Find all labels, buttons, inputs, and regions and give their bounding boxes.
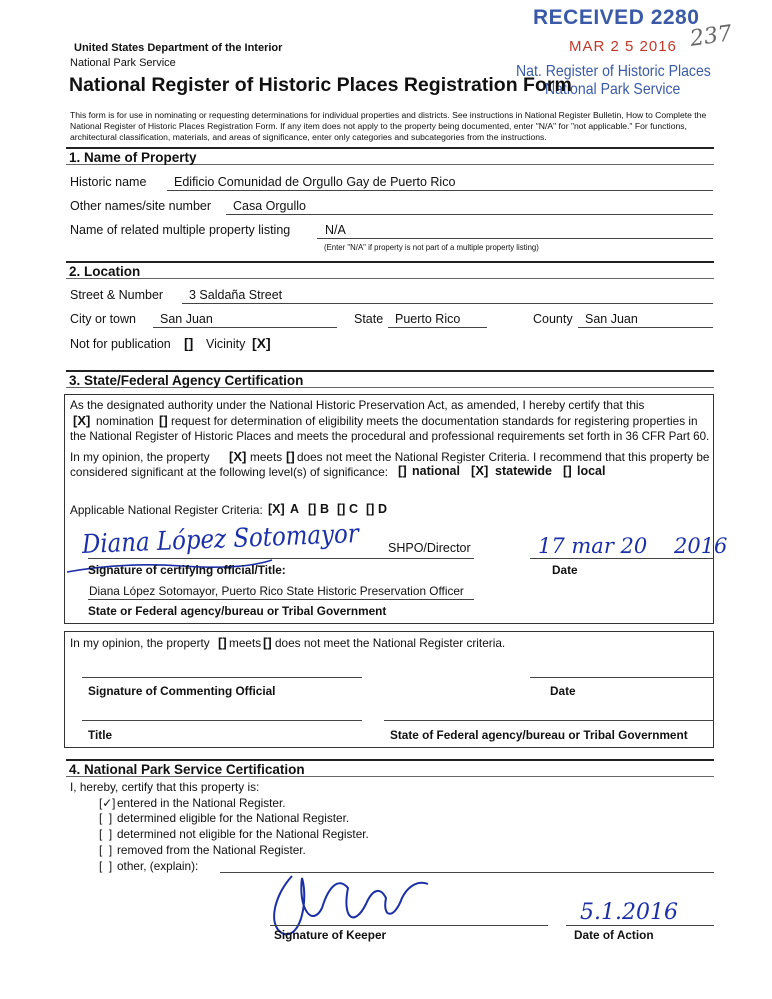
opinion-meets-word: meets: [250, 450, 283, 464]
historic-name-value: Edificio Comunidad de Orgullo Gay de Puerto Rico: [174, 175, 456, 189]
nps-option-removed-mark[interactable]: [ ]: [99, 843, 113, 857]
criteria-d-label: D: [378, 502, 388, 516]
comment-date-line: [530, 677, 714, 678]
comment-opinion-a: In my opinion, the property: [70, 636, 210, 650]
city-label: City or town: [70, 312, 136, 326]
cert-line-3: the National Register of Historic Places and meets the procedural and professional requirements set forth in 36 CFR Part 60.: [70, 430, 710, 443]
stamp-line-register: Nat. Register of Historic Places: [516, 63, 711, 80]
section-3-header: 3. State/Federal Agency Certification: [66, 370, 714, 388]
opinion-text-a: In my opinion, the property: [70, 450, 210, 464]
criteria-label: Applicable National Register Criteria:: [70, 503, 263, 517]
state-label: State: [354, 312, 384, 326]
multiple-listing-label: Name of related multiple property listing: [70, 223, 291, 237]
nps-option-other-mark[interactable]: [ ]: [99, 859, 113, 873]
multiple-listing-value: N/A: [325, 223, 346, 237]
nps-option-eligible: determined eligible for the National Register.: [117, 811, 350, 825]
comment-date-label: Date: [550, 684, 576, 698]
criteria-a-checkbox[interactable]: [X]: [268, 502, 285, 516]
city-value: San Juan: [160, 312, 213, 326]
certifying-date-script: 17 mar 20 2016: [538, 534, 728, 558]
county-value: San Juan: [585, 312, 638, 326]
request-checkbox[interactable]: []: [159, 413, 168, 428]
action-date-label: Date of Action: [574, 928, 654, 942]
action-date-script: 5.1.2016: [580, 900, 678, 925]
section-4-header: 4. National Park Service Certification: [66, 759, 714, 777]
criteria-c-checkbox[interactable]: []: [337, 502, 346, 516]
nps-option-not-eligible-mark[interactable]: [ ]: [99, 827, 113, 841]
other-names-line: [226, 214, 713, 215]
multiple-listing-line: [317, 238, 713, 239]
criteria-b-label: B: [320, 502, 330, 516]
certifying-sig-line: [88, 558, 474, 559]
meets-checkbox[interactable]: [X]: [229, 449, 247, 464]
keeper-sig-line: [270, 925, 548, 926]
opinion-line-2: considered significant at the following level(s) of significance:: [70, 465, 389, 479]
statewide-label: statewide: [495, 464, 552, 478]
criteria-d-checkbox[interactable]: []: [366, 502, 375, 516]
cert-nomination-word: nomination: [96, 414, 154, 428]
official-name: Diana López Sotomayor, Puerto Rico State Historic Preservation Officer: [89, 584, 464, 598]
handwritten-number: 237: [688, 21, 734, 52]
certifying-agency-label: State or Federal agency/bureau or Tribal Government: [88, 604, 387, 618]
other-names-value: Casa Orgullo: [233, 199, 306, 213]
local-checkbox[interactable]: []: [563, 463, 572, 478]
criteria-a-label: A: [290, 502, 300, 516]
certifying-date-line: [530, 558, 714, 559]
official-name-line: [88, 599, 474, 600]
does-not-meet-checkbox[interactable]: []: [286, 449, 295, 464]
comment-title-line: [82, 720, 362, 721]
form-instructions: This form is for use in nominating or requesting determinations for individual properties and districts. See instructions in National Register Bulletin, How to Complete the National Register of Historic Places Registration Form. If any item does not apply to the property being documented, enter "N/A" for "not applicable." For functions, architectural classification, materials, and areas of significance, enter only categories and subcategories from the instructions.: [70, 110, 707, 142]
comment-title-label: Title: [88, 728, 113, 742]
service-name: National Park Service: [70, 57, 176, 69]
comment-agency-label: State of Federal agency/bureau or Tribal Government: [390, 728, 688, 742]
shpo-title: SHPO/Director: [388, 541, 471, 555]
comment-sig-label: Signature of Commenting Official: [88, 684, 276, 698]
certifying-date-label: Date: [552, 563, 578, 577]
state-value: Puerto Rico: [395, 312, 461, 326]
statewide-checkbox[interactable]: [X]: [471, 463, 489, 478]
multiple-listing-note: (Enter "N/A" if property is not part of a multiple property listing): [324, 243, 539, 252]
nps-option-not-eligible: determined not eligible for the National Register.: [117, 827, 369, 841]
nps-option-eligible-mark[interactable]: [ ]: [99, 811, 113, 825]
nps-option-entered-mark[interactable]: [✓]: [99, 796, 116, 810]
department-name: United States Department of the Interior: [74, 42, 283, 54]
nps-option-other: other, (explain):: [117, 859, 199, 873]
form-title: National Register of Historic Places Registration Form: [69, 74, 572, 96]
criteria-b-checkbox[interactable]: []: [308, 502, 317, 516]
stamp-line-nps: National Park Service: [545, 81, 681, 98]
section-1-header: 1. Name of Property: [66, 147, 714, 165]
section-2-header: 2. Location: [66, 261, 714, 279]
street-label: Street & Number: [70, 288, 164, 302]
not-for-publication-label: Not for publication: [70, 337, 171, 351]
nps-option-entered: entered in the National Register.: [117, 796, 286, 810]
cert-line-1: As the designated authority under the National Historic Preservation Act, as amended, I hereby certify that this: [70, 398, 645, 412]
vicinity-label: Vicinity: [206, 337, 246, 351]
state-line: [388, 327, 487, 328]
national-checkbox[interactable]: []: [398, 463, 407, 478]
city-line: [153, 327, 337, 328]
comment-agency-line: [384, 720, 714, 721]
cert-line-2: request for determination of eligibility meets the documentation standards for registering properties in: [171, 414, 698, 428]
opinion-text-c: does not meet the National Register Criteria. I recommend that this property be: [297, 450, 710, 464]
received-date-stamp: MAR 2 5 2016: [569, 38, 677, 55]
comment-meets-checkbox[interactable]: []: [218, 635, 227, 650]
national-label: national: [412, 464, 460, 478]
other-names-label: Other names/site number: [70, 199, 212, 213]
action-date-line: [566, 925, 714, 926]
criteria-c-label: C: [349, 502, 359, 516]
historic-name-line: [167, 190, 713, 191]
street-value: 3 Saldaña Street: [189, 288, 283, 302]
keeper-sig-label: Signature of Keeper: [274, 928, 387, 942]
comment-meets-word: meets: [229, 636, 262, 650]
county-label: County: [533, 312, 573, 326]
comment-not-meet-checkbox[interactable]: []: [263, 635, 272, 650]
nps-cert-intro: I, hereby, certify that this property is:: [70, 780, 260, 794]
received-stamp: RECEIVED 2280: [533, 6, 700, 29]
street-line: [182, 303, 713, 304]
local-label: local: [577, 464, 606, 478]
certifying-signature: Diana López Sotomayor: [81, 519, 360, 560]
comment-opinion-rest: does not meet the National Register criteria.: [275, 636, 506, 650]
certifying-sig-label: Signature of certifying official/Title:: [88, 563, 286, 577]
nomination-checkbox[interactable]: [X]: [73, 413, 91, 428]
nps-option-removed: removed from the National Register.: [117, 843, 306, 857]
not-for-publication-checkbox[interactable]: []: [184, 335, 194, 351]
historic-name-label: Historic name: [70, 175, 147, 189]
county-line: [578, 327, 713, 328]
vicinity-checkbox[interactable]: [X]: [252, 335, 271, 351]
comment-sig-line: [82, 677, 362, 678]
